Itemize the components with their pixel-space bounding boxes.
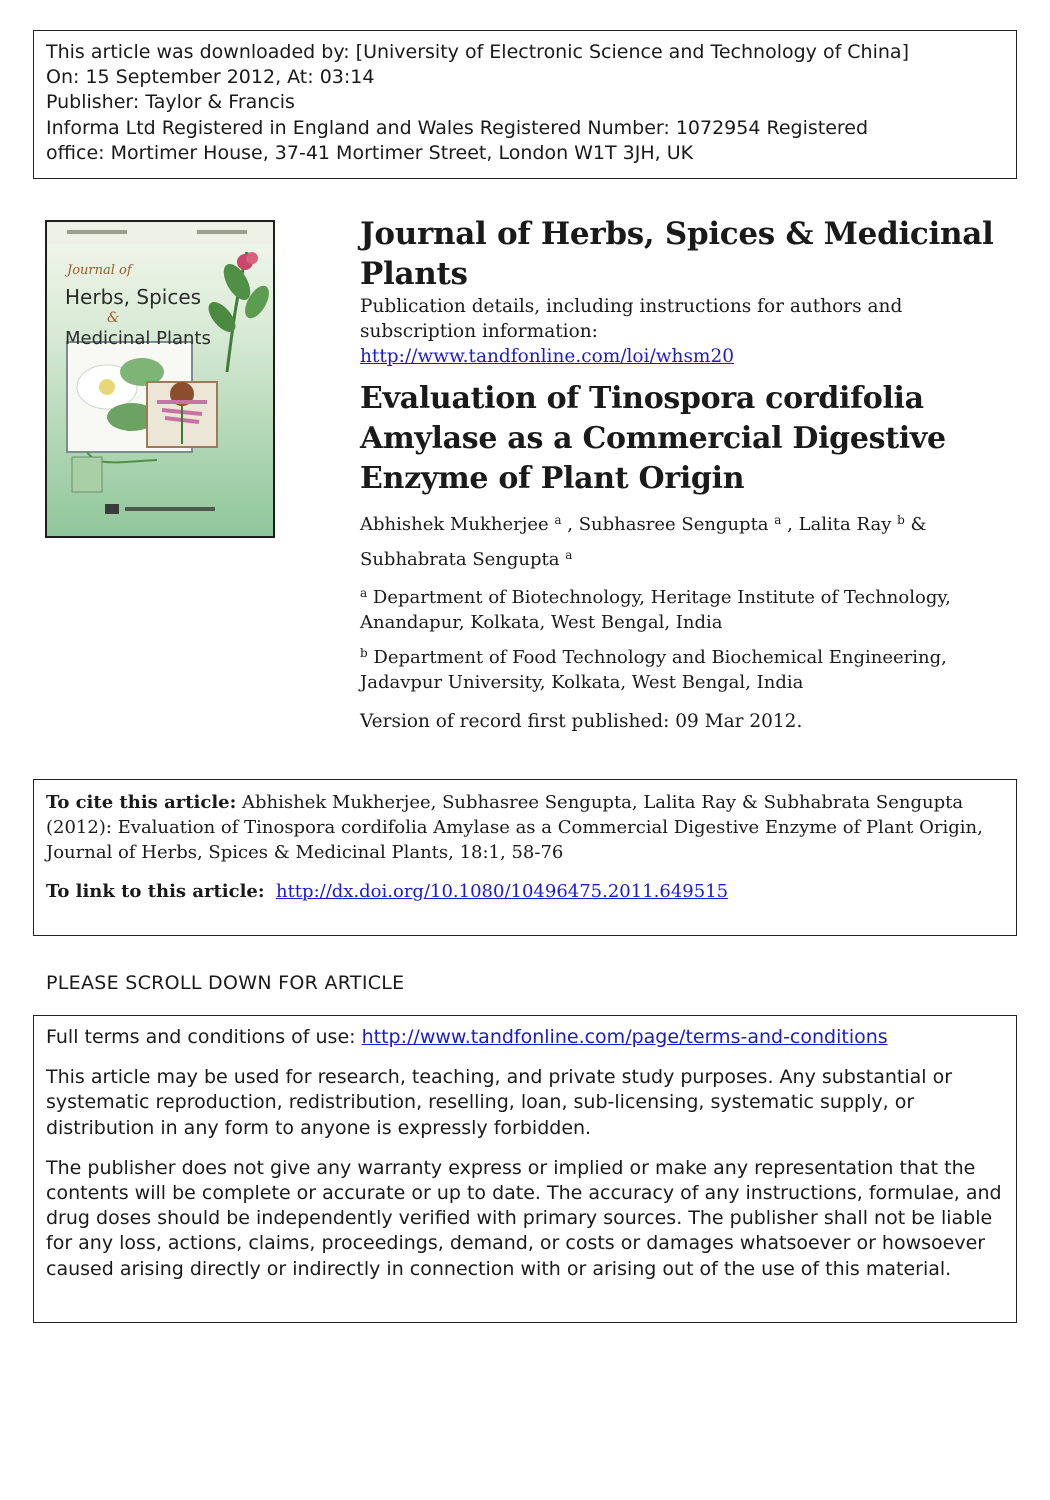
journal-cover-image — [45, 220, 275, 538]
author-list — [360, 505, 1020, 575]
cite-text: Abhishek Mukherjee, Subhasree Sengupta, Lalita Ray & Subhabrata Sengupta (2012): Evaluation of Tinospora cordifolia Amylase as a Commercial Digestive Enzyme of Plant Origin, Journal of Herbs, Spices & Medicinal Plants, 18:1, 58-76 — [46, 792, 983, 863]
cite-paragraph — [46, 790, 1004, 865]
author-name: Subhabrata Sengupta — [360, 549, 560, 570]
article-title: Evaluation of Tinospora cordifolia Amylase as a Commercial Digestive Enzyme of Plant Origin — [360, 381, 946, 496]
affiliation-mark: a — [360, 586, 368, 600]
article-header — [360, 214, 1020, 734]
link-label: To link to this article: — [46, 881, 265, 902]
terms-link[interactable]: http://www.tandfonline.com/page/terms-and-conditions — [361, 1026, 888, 1048]
link-paragraph — [46, 879, 1004, 904]
terms-paragraph: The publisher does not give any warranty express or implied or make any representation that the contents will be complete or accurate or up to date. The accuracy of any instructions, formulae, and drug doses should be independently verified with primary sources. The publisher shall not be liable for any loss, actions, claims, proceedings, demand, or costs or damages whatsoever or howsoever caused arising directly or indirectly in connection with or arising out of the use of this material. — [46, 1156, 1002, 1280]
author-separator: , — [561, 514, 579, 535]
affiliation-text: Department of Food Technology and Biochemical Engineering, Jadavpur University, Kolkata, West Bengal, India — [360, 647, 947, 693]
terms-paragraph: This article may be used for research, teaching, and private study purposes. Any substantial or systematic reproduction, redistribution, reselling, loan, sub-licensing, systematic supply, or distribution in any form to anyone is expressly forbidden. — [46, 1066, 953, 1139]
citation-box — [33, 779, 1017, 936]
cover-title-line: Journal of — [67, 263, 132, 278]
cover-title-line: & — [107, 310, 120, 326]
cover-title-line: Herbs, Spices — [65, 285, 202, 309]
affiliation — [360, 581, 1020, 635]
cite-label: To cite this article: — [46, 792, 237, 813]
author-affiliation-mark: a — [554, 513, 562, 527]
version-of-record: Version of record first published: 09 Mar 2012. — [360, 711, 803, 732]
doi-link[interactable]: http://dx.doi.org/10.1080/10496475.2011.649515 — [275, 881, 729, 902]
download-notice-line: office: Mortimer House, 37-41 Mortimer Street, London W1T 3JH, UK — [46, 141, 694, 164]
author-name: Lalita Ray — [798, 514, 892, 535]
download-notice-line: This article was downloaded by: [University of Electronic Science and Technology of China] — [46, 41, 909, 63]
download-notice-box — [33, 30, 1017, 179]
cover-illustration — [47, 222, 273, 536]
author-separator: , — [781, 514, 799, 535]
affiliation-mark: b — [360, 646, 368, 660]
terms-line — [46, 1025, 1004, 1050]
author-separator: & — [904, 514, 927, 535]
author-affiliation-mark: a — [774, 513, 782, 527]
author-name: Abhishek Mukherjee — [360, 514, 549, 535]
download-notice-line: Informa Ltd Registered in England and Wales Registered Number: 1072954 Registered — [46, 116, 869, 139]
affiliation-text: Department of Biotechnology, Heritage Institute of Technology, Anandapur, Kolkata, West Bengal, India — [360, 587, 951, 633]
publication-details: Publication details, including instructions for authors and subscription information: — [360, 296, 903, 342]
terms-label: Full terms and conditions of use: — [46, 1026, 356, 1048]
affiliation — [360, 641, 1020, 695]
journal-url-link[interactable]: http://www.tandfonline.com/loi/whsm20 — [360, 346, 735, 367]
download-notice-line: On: 15 September 2012, At: 03:14 — [46, 66, 375, 89]
terms-box — [33, 1015, 1017, 1323]
author-affiliation-mark: b — [897, 513, 905, 527]
journal-title: Journal of Herbs, Spices & Medicinal Plants — [360, 216, 994, 292]
author-name: Subhasree Sengupta — [578, 514, 769, 535]
download-notice-line: Publisher: Taylor & Francis — [46, 91, 295, 114]
scroll-down-note: PLEASE SCROLL DOWN FOR ARTICLE — [46, 972, 405, 994]
cover-title-line: Medicinal Plants — [65, 328, 211, 349]
author-affiliation-mark: a — [565, 548, 573, 562]
